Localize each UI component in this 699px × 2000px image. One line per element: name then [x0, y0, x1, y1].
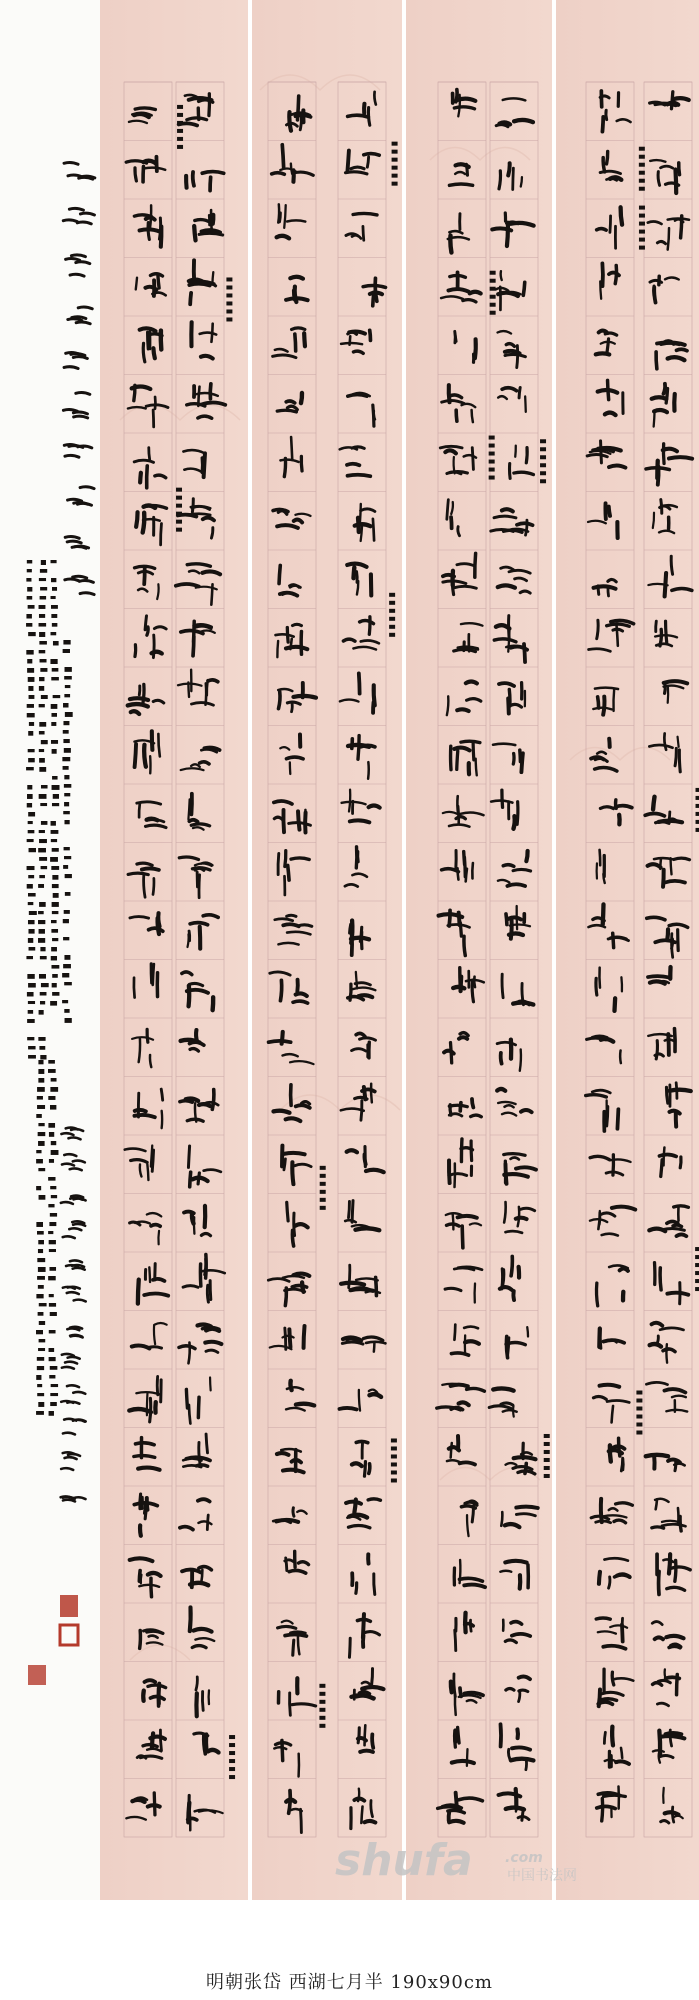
small-script-mark [36, 1222, 43, 1227]
small-script-mark [27, 803, 32, 807]
small-script-mark [39, 650, 46, 653]
small-script-mark [64, 748, 71, 753]
small-script-mark [48, 1276, 56, 1280]
small-script-mark [51, 596, 56, 599]
small-script-mark [65, 667, 72, 672]
small-script-mark [50, 659, 57, 664]
small-script-mark [39, 749, 44, 752]
small-script-mark [63, 937, 69, 940]
small-script-mark [51, 677, 59, 680]
small-script-mark [39, 686, 44, 691]
small-script-mark [36, 1114, 42, 1118]
small-script-mark [52, 803, 59, 806]
small-script-mark [28, 983, 36, 988]
small-script-mark [64, 955, 70, 960]
small-script-mark [52, 623, 58, 627]
small-script-mark [38, 1037, 45, 1041]
small-script-mark [29, 722, 34, 726]
small-script-mark [51, 1150, 59, 1155]
small-script-mark [38, 1141, 45, 1146]
small-script-mark [53, 794, 59, 799]
small-script-mark [52, 749, 57, 754]
small-script-mark [50, 857, 58, 862]
small-script-mark [41, 983, 49, 987]
small-script-mark [52, 884, 59, 888]
small-script-mark [51, 830, 59, 834]
small-script-mark [51, 605, 58, 609]
small-script-mark [36, 1411, 44, 1415]
small-script-mark [37, 1393, 44, 1396]
small-script-mark [40, 668, 47, 672]
small-script-mark [39, 677, 44, 681]
small-script-mark [51, 740, 58, 744]
small-script-mark [52, 911, 59, 914]
small-script-mark [38, 1249, 43, 1253]
small-script-mark [39, 1010, 44, 1015]
small-script-mark [39, 767, 46, 772]
small-script-mark [64, 775, 69, 779]
small-script-mark [51, 956, 57, 960]
small-script-mark [39, 830, 45, 833]
small-script-mark [49, 1330, 56, 1333]
small-script-mark [50, 1213, 57, 1217]
small-script-mark [48, 1069, 56, 1073]
small-script-mark [37, 1096, 43, 1100]
small-script-mark [38, 1078, 44, 1083]
small-script-mark [40, 569, 47, 573]
small-script-mark [40, 1055, 46, 1060]
small-script-mark [39, 1303, 47, 1306]
small-script-mark [28, 632, 36, 636]
small-script-mark [28, 893, 36, 897]
small-script-mark [51, 821, 56, 826]
small-script-mark [41, 866, 48, 869]
small-script-mark [48, 1096, 55, 1100]
small-script-mark [40, 659, 47, 662]
small-script-mark [40, 992, 47, 996]
small-script-mark [51, 920, 57, 923]
small-script-mark [39, 974, 46, 979]
small-script-mark [39, 704, 45, 707]
small-script-mark [27, 569, 32, 572]
small-script-mark [49, 1240, 56, 1244]
small-script-mark [38, 1312, 44, 1316]
small-script-mark [36, 1375, 41, 1380]
caption: 明朝张岱 西湖七月半 190x90cm [205, 1972, 493, 1993]
small-script-mark [39, 758, 45, 763]
small-script-mark [28, 731, 33, 736]
small-script-mark [51, 1195, 57, 1198]
small-script-mark [65, 712, 73, 717]
small-script-mark [29, 848, 36, 852]
small-script-mark [27, 704, 34, 708]
small-script-mark [63, 739, 69, 743]
small-script-mark [29, 947, 36, 951]
small-script-mark [38, 1069, 44, 1074]
small-script-mark [39, 875, 45, 878]
small-script-mark [51, 713, 57, 717]
small-script-mark [26, 623, 32, 627]
small-script-mark [51, 560, 57, 563]
small-script-mark [63, 919, 69, 923]
small-script-mark [39, 857, 47, 861]
small-script-mark [37, 1357, 44, 1361]
small-script-mark [40, 956, 47, 959]
small-script-mark [28, 812, 35, 816]
small-script-mark [52, 875, 58, 880]
small-script-mark [40, 803, 47, 806]
left-margin-paper [0, 0, 100, 1900]
small-script-mark [38, 1060, 43, 1064]
small-script-mark [39, 632, 45, 637]
small-script-mark [28, 749, 35, 752]
small-script-mark [49, 1249, 56, 1252]
small-script-mark [63, 640, 70, 645]
small-script-mark [38, 1267, 46, 1272]
small-script-mark [28, 920, 35, 924]
small-script-mark [64, 856, 71, 859]
small-script-mark [41, 560, 46, 565]
small-script-mark [28, 830, 35, 833]
small-script-mark [40, 596, 47, 599]
small-script-mark [52, 848, 59, 852]
small-script-mark [38, 1348, 45, 1351]
small-script-mark [39, 902, 46, 907]
small-script-mark [53, 641, 59, 645]
small-script-mark [38, 1240, 44, 1244]
small-script-mark [64, 793, 70, 796]
small-script-mark [28, 1010, 33, 1014]
small-script-mark [63, 721, 69, 725]
small-script-mark [50, 1312, 57, 1316]
small-script-mark [26, 650, 33, 655]
small-script-mark [51, 965, 59, 969]
small-script-mark [63, 964, 71, 968]
small-script-mark [52, 668, 59, 672]
small-script-mark [28, 929, 34, 934]
small-script-mark [51, 1384, 58, 1387]
small-script-mark [39, 578, 46, 581]
small-script-mark [29, 695, 35, 699]
small-script-mark [27, 1019, 35, 1023]
small-script-mark [39, 623, 47, 627]
small-script-mark [39, 722, 46, 727]
paper-panel-1 [100, 0, 248, 1900]
small-script-mark [51, 947, 57, 951]
small-script-mark [51, 929, 58, 933]
small-script-mark [28, 605, 35, 609]
small-script-mark [48, 1204, 54, 1207]
small-script-mark [64, 910, 70, 914]
small-script-mark [27, 560, 32, 563]
small-script-mark [27, 659, 32, 663]
small-script-mark [28, 902, 34, 905]
small-script-mark [36, 1186, 41, 1190]
small-script-mark [64, 784, 71, 788]
small-script-mark [26, 956, 33, 959]
small-script-mark [49, 1303, 56, 1307]
small-script-mark [38, 1132, 46, 1136]
small-script-mark [38, 1285, 44, 1289]
small-script-mark [27, 839, 34, 842]
small-script-mark [51, 722, 56, 726]
paper-panel-3 [406, 0, 552, 1900]
small-script-mark [51, 866, 59, 870]
small-script-mark [39, 1195, 46, 1200]
small-script-mark [39, 1339, 46, 1342]
small-script-mark [27, 668, 34, 673]
small-script-mark [51, 632, 57, 635]
small-script-mark [37, 1384, 42, 1387]
small-script-mark [51, 1141, 56, 1145]
small-script-mark [28, 677, 35, 682]
small-script-mark [49, 1411, 54, 1416]
small-script-mark [64, 802, 69, 806]
small-script-mark [39, 731, 45, 734]
small-script-mark [50, 1393, 58, 1396]
small-script-mark [27, 587, 32, 592]
small-script-mark [63, 811, 70, 814]
small-script-mark [48, 1177, 55, 1181]
small-script-mark [27, 866, 35, 870]
small-script-mark [51, 1078, 57, 1082]
small-script-mark [39, 794, 47, 799]
small-script-mark [52, 902, 59, 907]
small-script-mark [48, 1231, 53, 1234]
seal-upper [60, 1595, 78, 1617]
small-script-mark [63, 649, 70, 653]
small-script-mark [26, 578, 31, 582]
small-script-mark [38, 1168, 45, 1171]
small-script-mark [50, 1366, 58, 1370]
small-script-mark [62, 1000, 68, 1003]
small-script-mark [53, 695, 61, 698]
small-script-mark [38, 911, 44, 914]
small-script-mark [62, 973, 69, 977]
small-script-mark [27, 794, 33, 799]
small-script-mark [50, 1402, 57, 1406]
small-script-mark [51, 704, 58, 709]
small-script-mark [40, 587, 47, 590]
small-script-mark [27, 974, 34, 979]
small-script-mark [38, 1402, 44, 1407]
small-script-mark [49, 1132, 54, 1137]
small-script-mark [48, 1060, 55, 1064]
small-script-mark [37, 1231, 44, 1235]
small-script-mark [38, 920, 45, 924]
small-script-mark [64, 1009, 69, 1013]
small-script-mark [63, 865, 68, 869]
small-script-mark [64, 676, 72, 680]
small-script-mark [29, 911, 37, 915]
small-script-mark [63, 730, 69, 734]
small-script-mark [27, 785, 32, 789]
small-script-mark [39, 641, 47, 645]
small-script-mark [41, 695, 48, 699]
small-script-mark [39, 1321, 45, 1325]
small-script-mark [49, 1222, 56, 1226]
small-script-mark [48, 1123, 55, 1128]
small-script-mark [52, 785, 60, 790]
small-script-mark [26, 614, 31, 619]
small-script-mark [39, 839, 47, 843]
small-script-mark [27, 713, 35, 717]
small-script-mark [27, 596, 33, 600]
small-script-mark [36, 1159, 43, 1163]
small-script-mark [38, 884, 44, 888]
watermark-site-name: 中国书法网 [507, 1868, 577, 1884]
watermark-logo: shufa [335, 1835, 473, 1886]
small-script-mark [64, 694, 70, 697]
small-script-mark [63, 703, 68, 708]
small-script-mark [39, 605, 46, 609]
small-script-mark [37, 1276, 45, 1280]
small-script-mark [65, 892, 71, 896]
small-script-mark [53, 893, 59, 898]
small-script-mark [36, 1294, 43, 1298]
small-script-mark [51, 614, 57, 618]
small-script-mark [27, 884, 33, 889]
small-script-mark [28, 758, 35, 762]
small-script-mark [65, 874, 72, 878]
small-script-mark [50, 1001, 57, 1006]
small-script-mark [37, 1105, 45, 1109]
small-script-mark [28, 821, 33, 824]
small-script-mark [41, 740, 48, 744]
small-script-mark [52, 983, 57, 987]
small-script-mark [26, 767, 34, 770]
small-script-mark [64, 982, 72, 985]
small-script-mark [49, 1348, 55, 1352]
small-script-mark [50, 1105, 56, 1110]
small-script-mark [52, 974, 58, 978]
small-script-mark [49, 1267, 56, 1271]
small-script-mark [51, 839, 57, 842]
small-script-mark [37, 1087, 45, 1092]
small-script-mark [36, 1330, 43, 1334]
small-script-mark [65, 1018, 72, 1023]
small-script-mark [52, 992, 59, 996]
small-script-mark [38, 1123, 44, 1126]
small-script-mark [39, 1046, 45, 1050]
small-script-mark [65, 685, 71, 688]
small-script-mark [64, 847, 70, 850]
small-script-mark [39, 929, 45, 934]
small-script-mark [28, 938, 33, 943]
small-script-mark [49, 1294, 54, 1297]
small-script-mark [52, 938, 58, 941]
small-script-mark [27, 992, 34, 996]
small-script-mark [37, 1366, 44, 1370]
small-script-mark [28, 1001, 35, 1004]
small-script-mark [28, 875, 34, 878]
small-script-mark [27, 1037, 34, 1040]
seal-mid [28, 1665, 46, 1685]
small-script-mark [40, 947, 45, 951]
small-script-mark [36, 1150, 41, 1153]
watermark-dotcom: .com [505, 1850, 543, 1866]
small-script-mark [49, 1159, 54, 1163]
small-script-mark [38, 938, 45, 943]
small-script-mark [28, 1046, 35, 1049]
small-script-mark [49, 1375, 55, 1378]
small-script-mark [41, 821, 47, 825]
small-script-mark [40, 1001, 45, 1004]
small-script-mark [28, 1055, 36, 1059]
small-script-mark [28, 686, 33, 691]
small-script-mark [39, 614, 45, 618]
small-script-mark [64, 820, 69, 824]
small-script-mark [52, 776, 57, 780]
small-script-mark [50, 1087, 58, 1092]
small-script-mark [38, 848, 46, 852]
small-script-mark [50, 1186, 56, 1189]
small-script-mark [52, 587, 57, 591]
small-script-mark [49, 1357, 56, 1361]
small-script-mark [51, 578, 56, 582]
small-script-mark [37, 1258, 45, 1262]
small-script-mark [41, 785, 48, 789]
small-script-mark [63, 766, 69, 770]
small-script-mark [62, 757, 70, 761]
